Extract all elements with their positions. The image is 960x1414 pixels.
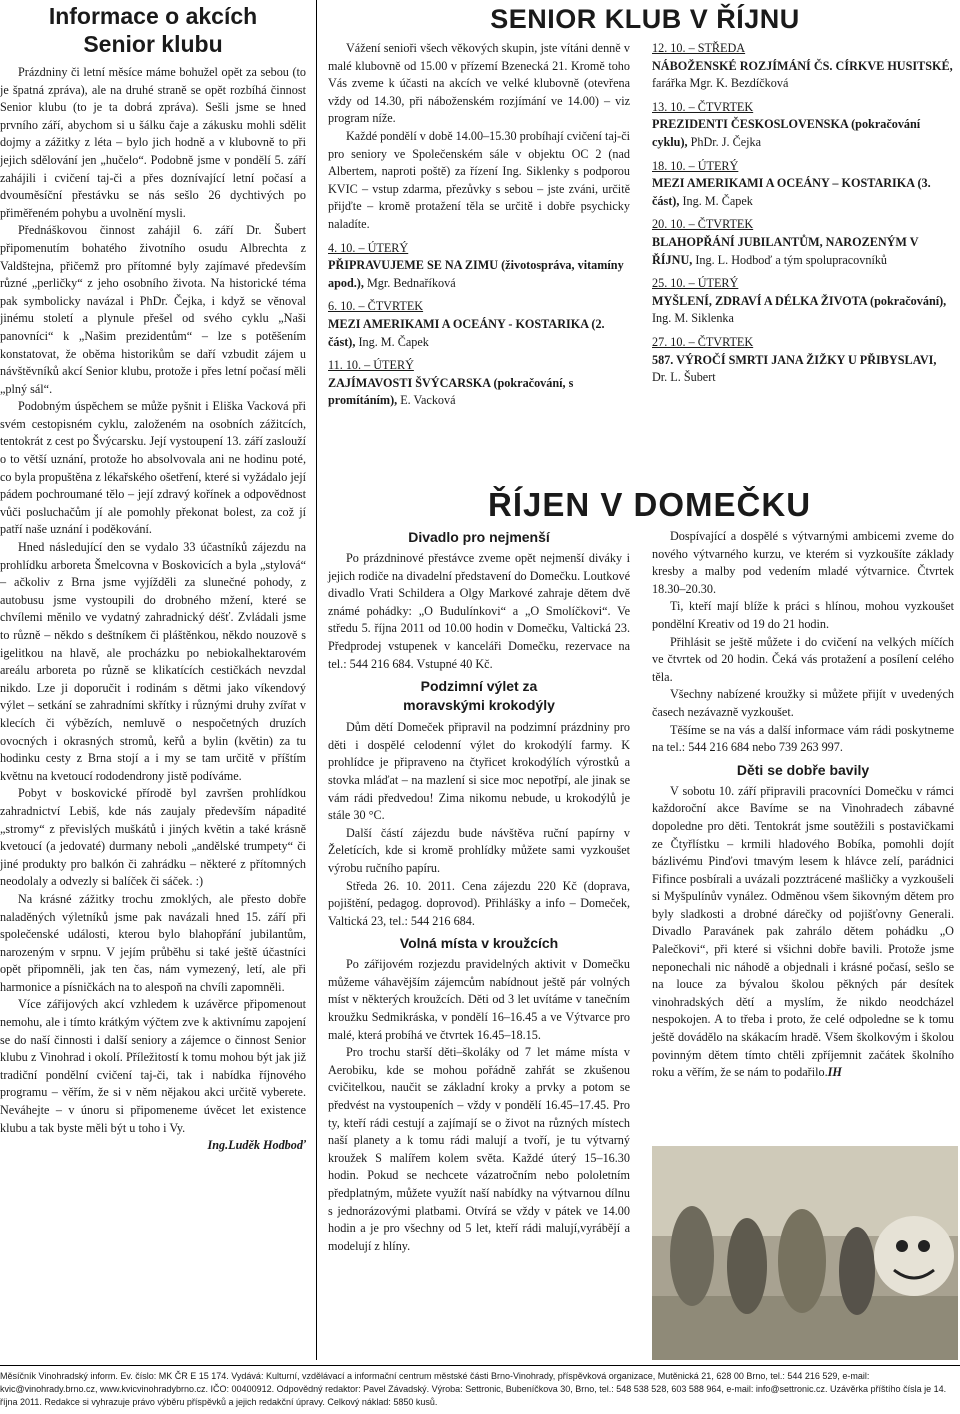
senior-program-column [328, 40, 630, 416]
event-title: PŘIPRAVUJEME SE NA ZIMU (životospráva, vitamíny apod.), [328, 258, 624, 290]
event-date: 18. 10. – ÚTERÝ [652, 158, 739, 173]
left-column [0, 0, 306, 1155]
event-title: MYŠLENÍ, ZDRAVÍ A DÉLKA ŽIVOTA (pokračování), [652, 293, 947, 308]
left-paragraph-4: Hned následující den se vydalo 33 účastníků zájezdu na prohlídku arboreta Šmelcovna v Boskovicích a byla „stylová“ – ačkoliv z Brna jsme vyjížděli za slunečné pohody, z autobusu jsme vystoupili do drobného mžení, které se chvílemi měnilo ve vydatný zahradnický déšť. Zvládali jsme to různě – někdo s deštníkem či pláštěnkou, někdo nouzově s igelitkou na hlavě, ale procházku po nebiokalhektarovém areálu arboreta po různě se klikatících cestičkách nevzdal nikdo. Lze ji doporučit i rodinám s dětmi jako víkendový výlet – setkání se zahradními skřítky i různými druhy zvířat v klecích či výbězích, nemluvě o nespočetných druzích ovocných i okrasných stromů, keřů a bylin (květin) za tu hodinku cesty z Brna stojí a i my se tam určitě v příštím květnu na kvetoucí rododendrony jistě podíváme. [0, 540, 306, 783]
bavily-text [652, 783, 954, 1082]
photo-illustration [652, 1146, 958, 1360]
title-line-2: Senior klubu [83, 31, 223, 57]
right-text-2: Ti, kteří mají blíže k práci s hlínou, mohou vyzkoušet pondělní Kreativ od 19 do 21 hodin. [652, 599, 954, 631]
vylet-text-1: Dům dětí Domeček připravil na podzimní prázdniny pro děti i dospělé celodenní výlet do krokodýlí farmy. K prohlídce je připraveno na čtyřicet krokodýlích výrostků a stovka mláďat – na mazlení si sice moc nepotřpí, ale jinak se vám rádi předvedou! Zima nikomu nebude, u krokodýlů je stále 30 °C. [328, 720, 630, 823]
left-paragraph-3: Podobným úspěchem se může pyšnit i Eliška Vacková při svém cestopisném cyklu, založeném na osobních zážitcích, tentokrát z cest po Švýcarsku. Její vystoupení 13. září zaslouží o to větší uznání, protože ho absolvovala ani ne hodinu poté, co byla propuštěna z lékařského ošetření, které si vyžádalo její pádem pochroumané tělo – její zdravý kořínek a odpovědnost vůči posluchačům jí ale pomohly překonat bolest, za což jí patří naše uznání i poděkování. [0, 399, 306, 537]
left-paragraph-1: Prázdniny či letní měsíce máme bohužel opět za sebou (to je špatná zpráva), ale na druhé straně se opět rozbíhá činnost Senior klubu (to je ta dobrá zpráva). Sešli jsme se hned prvního září, abychom si u šálku čaje a zákusku mohli sdělit dojmy a zážitky z léta – bylo jich hodně a v klubovně to při jejich sdělování jen „hučelo“. Podobně jsme v pondělí 5. září zahájili i cvičení taj-či a přes doznívající letní počasí a dvouměsíční přestávku se nás sešlo 26 dychtivých po přiměřeném pohybu a uvolnění mysli. [0, 65, 306, 220]
bavily-body: V sobotu 10. září připravili pracovníci Domečku v rámci každoroční akce Bavíme se na Vinohradech zábavné dopoledne pro děti. Tentokrát jsme soutěžili s postavičkami ze Čtyřlístku – krmili hladového Bobíka, pomohli dojít bázlivému Pinďovi tmavým lesem k hlávce zelí, parádnici Fifince posbírali a uvázali pozztrácené mašličky a vyzkoušeli si Myšpulínův vynález. Odměnou všem šikovným dětem pro byly sladkosti a drobné dárečky od pojišťovny Generali. Divadlo Paravánek pak zahrálo dětem pohádku „O Palečkovi“, při které si všichni dobře bavili. Protože jsme neponechali nic náhodě a objednali i krásné počasí, sešlo se na louce za bývalou školou pěkných pár desítek vinohradských dětí a myslím, že nikdo neodcházel nespokojen. A to třeba i proto, že celé odpoledne se k tomu ještě dovádělo na skákacím hradě. Všem školkovým i školou povinným dětem tímto chtěli zpříjemnit začátek školního roku a věřím, že se nám to podařilo. [652, 783, 954, 1080]
event-date: 4. 10. – ÚTERÝ [328, 240, 409, 255]
event-date: 12. 10. – STŘEDA [652, 41, 746, 55]
left-paragraph-5: Pobyt v boskovické přírodě byl završen prohlídkou zahradnictví Lebiš, kde nás zaujaly především nápadité „stromy“ z převislých muškátů i jiných květin a také krásně kvetoucí (a jedovaté) durmany neboli „andělské trumpety“ či jiné produkty pro balkón či zahrádku – některé z přítomných neodolaly a odvezly si balíček či sáček. :) [0, 786, 306, 889]
event-title: BLAHOPŘÁNÍ JUBILANTŮM, NAROZENÝM V ŘÍJNU, [652, 234, 919, 267]
event-speaker: PhDr. J. Čejka [687, 134, 762, 149]
event-date: 13. 10. – ČTVRTEK [652, 99, 754, 114]
senior-program-column-2 [652, 40, 954, 393]
right-text-5: Těšíme se na vás a další informace vám rádi poskytneme na tel.: 544 216 684 nebo 739 263 997. [652, 722, 954, 755]
event-speaker: Ing. M. Čapek [679, 193, 753, 208]
children-photo [652, 1146, 958, 1360]
event-date: 6. 10. – ČTVRTEK [328, 299, 424, 314]
event-title: MEZI AMERIKAMI A OCEÁNY - KOSTARIKA (2. část), [328, 316, 605, 349]
event-speaker: Ing. M. Siklenka [652, 311, 734, 326]
vylet-text-3: Středa 26. 10. 2011. Cena zájezdu 220 Kč (doprava, pojištění, pedagog. doprovod). Přihlášky a info – Domeček, Valtická 23, tel.: 544 216 684. [328, 878, 630, 928]
event-title: MEZI AMERIKAMI A OCEÁNY – KOSTARIKA (3. část), [652, 176, 931, 208]
left-paragraph-2: Přednáškovou činnost zahájil 6. září Dr. Šubert připomenutím bohatého životního osudu Albrechta z Valdštejna, přičemž pro přítomné byly zajímavé především různé „perličky“ z jeho osobního života. Na historické téma pak symbolicky navázal i PhDr. Čejka, i když se věnoval jinému století a plynule přešel od svého cyklu „Naši panovníci“ k „Našim prezidentům“ – lze s potěšením konstatovat, že oběma historikům se daří vzbudit zájem u návštěvníků akcí Senior klubu, protože i přes letní počasí měli „plný sál“. [0, 223, 306, 396]
left-paragraph-6: Na krásné zážitky trochu zmoklých, ale přesto dobře naladěných výletníků jsme pak navázali hned 15. září při společenské události, kterou bylo blahopřání jubilantům, narozeným v srpnu. V jejím průběhu si také ještě účastníci opět připomněli, jak ten čas, nám vymezený, letí, ale při harmonice a písničkách na to alespoň na chvíli zapomněli. [0, 891, 306, 994]
footer-divider [0, 1365, 960, 1366]
vylet-heading: Podzimní výlet za moravskými krokodýly [403, 678, 555, 714]
right-text-3: Přihlásit se ještě můžete i do cvičení na velkých míčích ve čtvrtek od 20 hodin. Čeká vás protažení a posílení celého těla. [652, 634, 954, 684]
column-divider [316, 0, 317, 1360]
event-speaker: Dr. L. Šubert [652, 370, 716, 385]
senior-taichi: Každé pondělí v době 14.00–15.30 probíhají cvičení taj-či pro seniory ve Společenském sále v objektu OC 2 (nad Albertem, naproti poště) za řízení Ing. Siklenky s podporou KVIC – vstup zdarma, přezůvky s sebou – jste zváni, určitě přijďte – kromě protažení těla se určitě i dobře psychicky naladíte. [328, 128, 630, 231]
event-item [328, 240, 630, 293]
senior-klub-october-title: SENIOR KLUB V ŘÍJNU [490, 4, 800, 34]
event-speaker: Ing. L. Hodboď a tým spolupracovníků [692, 252, 888, 267]
event-speaker: farářka Mgr. K. Bezdíčková [652, 76, 789, 91]
event-item [652, 158, 954, 211]
krouzky-heading: Volná místa v kroužcích [399, 935, 559, 952]
event-item [328, 298, 630, 351]
krouzky-text-2: Pro trochu starší děti–školáky od 7 let máme místa v Aerobiku, kde se mohou pořádně zahřát se zkušenou cvičitelkou, naučit se základní kroky a prvky a potom se předvést na vystoupeních – vždy v pondělí 16.45–17.45. Pro ty, kteří rádi cestují a zajímají se o život na různých místech naší planety a k tomu rádi malují a tvoří, je tu výtvarný kroužek S malířem kolem světa. Každé úterý 15–16.30 hodin. Pokud se nechcete vázatročním nebo pololetním předplatným, můžete využít naší nabídky na výtvarnou dílnu s jednorázovými platbami. Otvírá se vždy v pátek ve 14.00 hodin a je pro všechny od 5 let, kteří rádi malují,vyrábějí a modelují z hlíny. [328, 1045, 630, 1253]
left-paragraph-7: Více zářijových akcí vzhledem k uzávěrce připomenout nemohu, ale i tímto krátkým výčtem zve k aktivnímu zapojení se do naší činnosti i další seniory a zájemce o činnost Senior klubu z Vinohrad i okolí. Příležitostí k tomu mohou být jak již tradiční pondělní cvičení taj-či, tak i nabídka říjnového programu – věřím, že si v něm nějakou akci určitě vyberete. Neváhejte – v únoru si připomeneme úvěcet let existence klubu a tak byste měli být u toho i Vy. [0, 997, 306, 1135]
event-item [652, 99, 954, 152]
title-line-1: Informace o akcích [48, 3, 258, 29]
event-speaker: E. Vacková [397, 393, 456, 408]
right-text-4: Všechny nabízené kroužky si můžete přijít v uvedených časech nezávazně vyzkoušet. [652, 687, 954, 719]
event-date: 27. 10. – ČTVRTEK [652, 334, 754, 349]
event-title: ZAJÍMAVOSTI ŠVÝCARSKA (pokračování, s promítáním), [328, 375, 574, 408]
event-speaker: Ing. M. Čapek [355, 334, 429, 349]
event-date: 20. 10. – ČTVRTEK [652, 217, 754, 232]
event-item [652, 40, 954, 93]
right-text-1: Dospívající a dospělé s výtvarnými ambicemi zveme do nového výtvarného kurzu, ve kterém si vyzkoušíte základy kresby a malby pod vedením mladé výtvarnice. Čtvrtek 18.30–20.30. [652, 529, 954, 596]
krouzky-text-1: Po zářijovém rozjezdu pravidelných aktivit v Domečku můžeme váhavějším zájemcům nabídnout ještě pár volných míst v některých kroužcích. Děti od 3 let uvítáme v tanečním kroužku Sedmikráska, v pondělí 16–16.45 a ve Výtvarce pro malé, která probíhá ve čtvrtek 16.45–18.15. [328, 957, 630, 1042]
event-item [328, 357, 630, 410]
senior-intro: Vážení senioři všech věkových skupin, jste vítáni denně v malé klubovně od 15.00 v přízemí Bzenecká 21. Kromě toho Vás zveme k účasti na akcích ve velké klubovně (otevřena vždy od 14.30, při náboženském rozjímání ve 14.00) – viz program níže. [328, 41, 630, 126]
senior-klub-info-title [0, 2, 306, 58]
bavily-heading: Děti se dobře bavily [736, 761, 870, 778]
vylet-text-2: Další částí zájezdu bude návštěva ruční papírny v Želetících, kde si kromě prohlídky můžete sami vyzkoušet výrobu ručního papíru. [328, 825, 630, 875]
event-date: 25. 10. – ÚTERÝ [652, 276, 739, 291]
domecek-title: ŘÍJEN V DOMEČKU [488, 486, 812, 523]
event-item [652, 334, 954, 387]
divadlo-heading: Divadlo pro nejmenší [408, 529, 550, 545]
event-item [652, 275, 954, 328]
left-signature: Ing.Luděk Hodboď [207, 1138, 306, 1153]
event-title: NÁBOŽENSKÉ ROZJÍMÁNÍ ČS. CÍRKVE HUSITSKÉ, [652, 58, 953, 73]
event-title: PREZIDENTI ČESKOSLOVENSKA (pokračování cyklu), [652, 117, 921, 149]
footer-imprint: Měsíčník Vinohradský inform. Ev. číslo: MK ČR E 15 174. Vydává: Kulturní, vzdělávací a informační centrum městské části Brno-Vinohrady, příspěvková organizace, Mutěnická 21, 628 00 Brno, tel.: 544 216 529, e-mail: kvic@vinohrady.brno.cz, www.kvicvinohradybrno.cz. IČO: 00400912. Odpovědný redaktor: Pavel Závadský. Výroba: Settronic, Bubeníčkova 30, Brno, tel.: 548 538 528, 603 588 964, e-mail: info@settronic.cz. Uzávěrka příštího čísla je 14. října 2011. Redakce si vyhrazuje právo výběru příspěvků a jejich redakční úpravy. Celkový náklad: 5850 kusů. [0, 1371, 947, 1407]
bavily-signature: IH [827, 1065, 842, 1080]
event-item [652, 216, 954, 269]
event-date: 11. 10. – ÚTERÝ [328, 358, 414, 373]
event-speaker: Mgr. Bednaříková [363, 275, 456, 290]
domecek-column-1 [328, 524, 630, 1255]
divadlo-text: Po prázdninové přestávce zveme opět nejmenší diváky i jejich rodiče na divadelní představení do Domečku. Loutkové divadlo Vrati Schildera a Olgy Markové zahraje dětem dvě známé pohádky: „O Budulínkovi“ a „O Smolíčkovi“. Ve středu 5. října 2011 od 10.00 hodin v Domečku, Valtická 23. Předprodej vstupenek v kanceláři Domečku, rezervace na tel.: 544 216 684. Vstupné 40 Kč. [328, 551, 630, 671]
domecek-column-2 [652, 528, 954, 1082]
event-title: 587. VÝROČÍ SMRTI JANA ŽIŽKY U PŘIBYSLAVI, [652, 352, 937, 367]
